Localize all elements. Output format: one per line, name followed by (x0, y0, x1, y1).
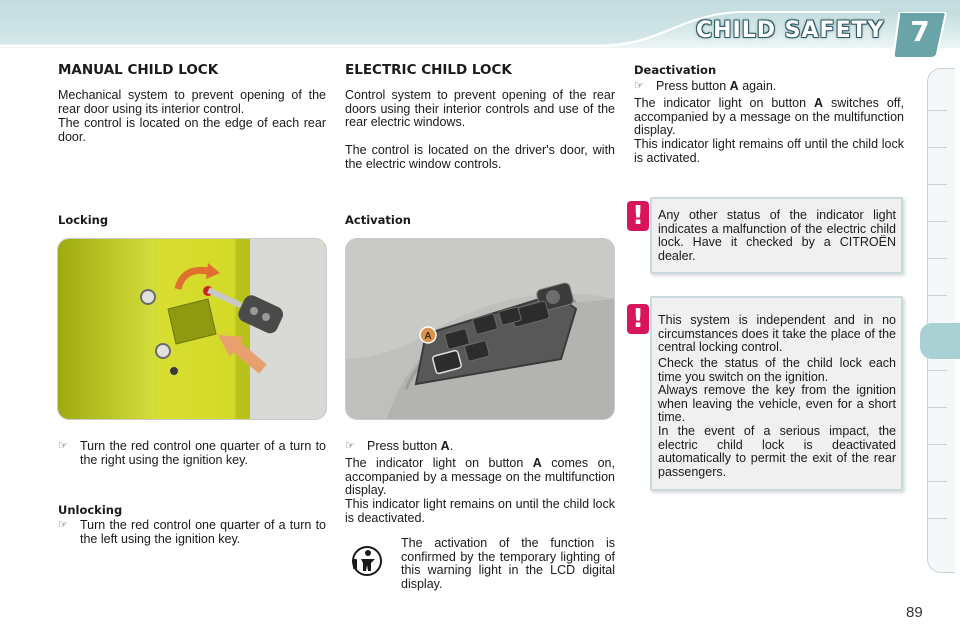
activation-text-1-suffix: comes on, accompanied by a message on the multifunction display. (345, 456, 615, 497)
bullet-hand-icon: ☞ (634, 80, 644, 92)
tab-divider (927, 147, 947, 148)
tab-divider (927, 110, 947, 111)
deactivation-step-button: A (729, 79, 739, 93)
safety-warning-p1: This system is independent and in no circumstances does it take the place of the central locking control. (658, 313, 896, 354)
activation-step-button: A (440, 439, 450, 453)
function-confirmation-note: The activation of the function is confirmed by the temporary lighting of this warning light in the LCD digital display. (401, 536, 615, 591)
unlocking-step-text: Turn the red control one quarter of a turn to the left using the ignition key. (80, 518, 326, 546)
activation-step-prefix: Press button (367, 439, 438, 453)
deactivation-text-1-prefix: The indicator light on button (634, 96, 807, 110)
tab-divider (927, 481, 947, 482)
warning-exclamation-icon: ! (627, 304, 649, 334)
chapter-title: CHILD SAFETY (696, 18, 885, 43)
activation-text-1-button: A (532, 456, 542, 470)
locking-step (58, 440, 326, 467)
electric-intro-1: Control system to prevent opening of the rear doors using their interior controls and use of the rear electric windows. (345, 88, 615, 129)
deactivation-text-1 (634, 97, 904, 138)
tab-divider (927, 221, 947, 222)
tab-divider (927, 370, 947, 371)
deactivation-step (634, 80, 904, 94)
safety-warning-p2: Check the status of the child lock each time you switch on the ignition. (658, 356, 896, 384)
activation-heading: Activation (345, 213, 411, 227)
safety-warning-p3: Always remove the key from the ignition when leaving the vehicle, even for a short time. (658, 383, 896, 424)
button-a-badge: A (424, 331, 432, 342)
activation-step (345, 440, 615, 454)
safety-warning-p4: In the event of a serious impact, the electric child lock is deactivated automatically to permit the exit of the rear passengers. (658, 424, 896, 479)
locking-step-text: Turn the red control one quarter of a turn to the right using the ignition key. (80, 439, 326, 467)
activation-text-2: This indicator light remains on until the child lock is deactivated. (345, 497, 615, 525)
tab-divider (927, 258, 947, 259)
driver-door-controls-illustration (345, 238, 615, 420)
activation-text-1 (345, 457, 615, 498)
tab-divider (927, 407, 947, 408)
unlocking-step (58, 519, 326, 546)
bullet-hand-icon: ☞ (345, 440, 355, 452)
deactivation-text-1-button: A (814, 96, 824, 110)
deactivation-text-1-suffix: switches off, accompanied by a message on the multifunction display. (634, 96, 904, 137)
door-edge-illustration (57, 238, 327, 420)
tab-divider (927, 295, 947, 296)
deactivation-text-2: This indicator light remains off until the child lock is activated. (634, 137, 904, 165)
tab-divider (927, 444, 947, 445)
activation-step-suffix: . (449, 439, 454, 453)
child-lock-warning-light-icon (349, 543, 385, 579)
chapter-tab-active[interactable] (920, 323, 960, 359)
warning-exclamation-icon: ! (627, 201, 649, 231)
page-number: 89 (906, 604, 923, 621)
electric-intro-2: The control is located on the driver's door, with the electric window controls. (345, 143, 615, 171)
bullet-hand-icon: ☞ (58, 440, 68, 452)
unlocking-heading: Unlocking (58, 503, 123, 517)
manual-intro-1: Mechanical system to prevent opening of the rear door using its interior control. (58, 88, 326, 116)
manual-child-lock-heading: MANUAL CHILD LOCK (58, 62, 219, 78)
manual-intro-2: The control is located on the edge of each rear door. (58, 116, 326, 144)
deactivation-step-prefix: Press button (656, 79, 727, 93)
bullet-hand-icon: ☞ (58, 519, 68, 531)
activation-text-1-prefix: The indicator light on button (345, 456, 524, 470)
deactivation-heading: Deactivation (634, 63, 717, 77)
chapter-number: 7 (910, 15, 930, 48)
electric-child-lock-heading: ELECTRIC CHILD LOCK (345, 62, 512, 78)
tab-divider (927, 184, 947, 185)
chapter-tab-strip[interactable] (927, 68, 955, 573)
malfunction-warning-text: Any other status of the indicator light indicates a malfunction of the electric child lock. Have it checked by a CITROËN dealer. (658, 208, 896, 263)
locking-heading: Locking (58, 213, 109, 227)
tab-divider (927, 518, 947, 519)
deactivation-step-suffix: again. (742, 79, 777, 93)
